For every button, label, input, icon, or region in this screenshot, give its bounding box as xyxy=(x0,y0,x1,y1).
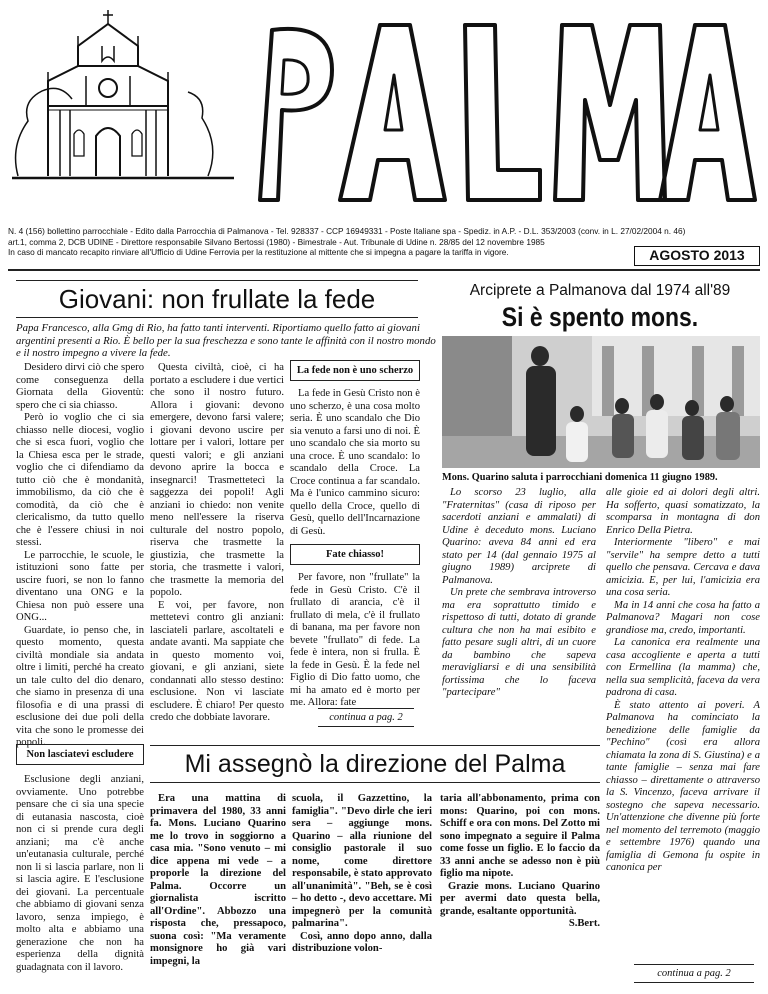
masthead-info-line1: N. 4 (156) bollettino parrocchiale - Edito dalla Parrocchia di Palmanova - Tel. 928337 - CCP 16949331 - Poste Italiane spa - Spediz. in A.P. - D.L. 353/2003 (conv. in L. 27/02/2004 n. 46) xyxy=(8,226,686,236)
church-illustration xyxy=(8,6,238,184)
subhead-fate-chiasso: Fate chiasso! xyxy=(290,544,420,565)
paragraph: E voi, per favore, non mettetevi contro gli anziani: lasciateli parlare, ascoltateli e andate avanti. Ma sappiate che in questo momento voi, giovani, e gli anziani, siete condannati allo stesso destino: esclusione. Non vi lasciate escludere. È chiaro! Per questo credo che dobbiate lavorare. xyxy=(150,599,284,723)
paragraph: Un prete che sembrava introverso ma era soprattutto timido e rispettoso di tutti, dotato di grande cultura che non ha mai esibito e fatto pesare sugli altri, di un cuore da bambino che sapeva meravigliarsi e di una sensibilità fortissima che lo faceva "partecipare" xyxy=(442,587,596,698)
paragraph: Questa civiltà, cioè, ci ha portato a escludere i due vertici che sono il nostro futuro. Allora i giovani: devono emergere, devono farsi valere; i giovani devono uscire per lottare per i valori, lottare per questi valori; e gli anziani devono aprire la bocca e insegnarci! Trasmettetecì la saggezza dei popoli! Agli anziani io chiedo: non venite meno nell'essere la riserva culturale del nostro popolo, riserva che trasmette la giustizia, che trasmette la storia, che trasmette i valori, che trasmette la memoria del popolo. xyxy=(150,362,284,598)
article1-column-3b xyxy=(290,572,420,710)
article1-column-2 xyxy=(150,362,284,725)
paragraph: La canonica era realmente una casa accogliente e aperta a tutti con Ermellina (la mamma) che, nella sua semplicità, faceva da vera padrona di casa. xyxy=(606,637,760,698)
article3-column-2 xyxy=(292,793,432,956)
masthead-title-text: PALMA xyxy=(240,10,244,11)
signature: S.Bert. xyxy=(568,918,600,929)
article1-deck: Papa Francesco, alla Gmg di Rio, ha fatto tanti interventi. Riportiamo quello fatto ai giovani argentini presenti a Rio. È bello per la sua freschezza e sono tante le affinità con il nostro mondo e il nostro impegno a vivere la fede. xyxy=(16,322,436,359)
article1-headline: Giovani: non frullate la fede xyxy=(58,284,376,314)
subhead-fede-scherzo: La fede non è uno scherzo xyxy=(290,360,420,381)
paragraph: Ma in 14 anni che cosa ha fatto a Palmanova? Magari non cose grandiose ma, credo, importanti. xyxy=(606,599,760,636)
article1-column-3 xyxy=(290,388,420,538)
paragraph: È stato attento ai poveri. A Palmanova ha cominciato la benedizione delle famiglie da "Pechino" (così era allora chiamata la zona di S. Giustina) e a tante famiglie – senza mai fare chiasso – direttamente o attraverso la S. Vincenzo, faceva arrivare il sostegno che sapeva necessario. Un'attenzione che divenne più forte nel momento del terremoto (maggio e settembre 1976) quando una famiglia di Gemona fu ospite in canonica per xyxy=(606,699,760,873)
article2-continua: continua a pag. 2 xyxy=(634,964,754,983)
quarino-photo xyxy=(442,336,760,468)
masthead-title xyxy=(240,10,760,210)
article2-kicker: Arciprete a Palmanova dal 1974 all'89 xyxy=(469,282,731,299)
masthead-info-line2: art.1, comma 2, DCB UDINE - Direttore responsabile Silvano Bertossi (1980) - Bimestrale - Aut. Tribunale di Udine n. 28/85 del 12 novembre 1985 xyxy=(8,236,545,247)
paragraph: Esclusione degli anziani, ovviamente. Uno potrebbe pensare che ci sia una specie di eutanasia nascosta, cioè non ci si prende cura degli anziani; ma c'è anche un'eutanasia culturale, perché non li si lascia parlare, non li si lascia agire. E l'esclusione dei giovani. La percentuale che abbiamo di giovani senza lavoro, senza impiego, è molto alta e abbiamo una generazione che non ha esperienza della dignità guadagnata con il lavoro. xyxy=(16,774,144,973)
article1-column-1b xyxy=(16,774,144,974)
paragraph: La fede in Gesù Cristo non è uno scherzo, è una cosa molto seria. È uno scandalo che Dio sia venuto a farsi uno di noi. È uno scandalo che sia morto su una croce. È uno scandalo: lo scandalo della Croce. La Croce continua a far scandalo. Ma è l'unico cammino sicuro: quello della Croce, quello di Gesù, quello dell'Incarnazione di Gesù. xyxy=(290,388,420,537)
paragraph: Però io voglio che ci sia chiasso nelle diocesi, voglio che si esca fuori, voglio che la Chiesa esca per le strade, voglio che ci difendiamo da tutto ciò che è mondanità, immobilismo, da ciò che è comodità, da ciò che è clericalismo, da tutto quello che è l'essere chiusi in noi stessi. xyxy=(16,412,144,548)
paragraph: taria all'abbonamento, prima con mons: Quarino, poi con mons. Schiff e ora con mons. Del Zotto mi sono impegnato a seguire il Palma come fosse un figlio. E lo faccio da 33 anni anche se adesso non è più figlio ma nipote. xyxy=(440,793,600,879)
article3-headline: Mi assegnò la direzione del Palma xyxy=(184,750,566,778)
article3-column-3 xyxy=(440,793,600,931)
paragraph: Interiormente "libero" e mai "servile" ha sempre detto a tutti quello che pensava. Cercava e dava amicizia. E, per lui, l'amicizia era una cosa seria. xyxy=(606,537,760,598)
article1-continua: continua a pag. 2 xyxy=(318,708,414,727)
paragraph: alle gioie ed ai dolori degli altri. Ha sofferto, quasi somatizzato, la scomparsa in montagna di don Enrico Della Pietra. xyxy=(606,487,760,536)
subhead-non-lasciatevi: Non lasciatevi escludere xyxy=(16,744,144,765)
paragraph: Guardate, io penso che, in questo momento, questa civiltà mondiale sia andata oltre i limiti, perché ha creato un tale culto del dio denaro, che siamo in presenza di una filosofia e di una prassi di esclusione dei due poli della vita che sono le promesse dei popoli. xyxy=(16,624,144,748)
paragraph: Grazie mons. Luciano Quarino per avermi dato questa bella, grande, esaltante opportunità. xyxy=(440,880,600,917)
article2-column-1 xyxy=(442,487,596,700)
article2-headline: Si è spento mons. xyxy=(501,302,699,332)
article2-column-2 xyxy=(606,487,760,875)
paragraph: Così, anno dopo anno, dalla distribuzione volon- xyxy=(292,930,432,954)
paragraph: Le parrocchie, le scuole, le istituzioni sono fatte per uscire fuori, se non lo fanno diventano una ONG e la Chiesa non può essere una ONG... xyxy=(16,549,144,623)
article3-column-1 xyxy=(150,793,286,968)
paragraph: Era una mattina di primavera del 1980, 33 anni fa. Mons. Luciano Quarino me lo trovo in soggiorno a casa mia. "Sono venuto – mi dice appena mi vede – a proporle la direzione del Palma. Occorre un giornalista iscritto all'Ordine". Abbozzo una risposta che, pressapoco, suona così: "Ma veramente monsignore ho già vari impegni, la xyxy=(150,793,286,967)
paragraph: scuola, il Gazzettino, la famiglia". "Devo dirle che ieri sera – aggiunge mons. Quarino – alla riunione del consiglio pastorale il suo nome, come direttore responsabile, è stato approvato all'unanimità". "Beh, se è così – ho detto -, devo accettare. Mi impegnerò per la comunità palmarina". xyxy=(292,793,432,929)
paragraph: Desidero dirvi ciò che spero come conseguenza della Giornata della Gioventù: spero che ci sia chiasso. xyxy=(16,362,144,411)
masthead-info-line3: In caso di mancato recapito rinviare all'Ufficio di Udine Ferrovia per la restituzione al mittente che si impegna a pagare la tariffa in vigore. xyxy=(8,247,509,257)
issue-date: AGOSTO 2013 xyxy=(634,246,760,266)
article1-column-1 xyxy=(16,362,144,750)
paragraph: Lo scorso 23 luglio, alla "Fraternitas" (casa di riposo per sacerdoti anziani e ammalati) di Udine è deceduto mons. Luciano Quarino: aveva 84 anni ed era stato per 14 (dal gennaio 1975 al giugno 1989) arciprete di Palmanova. xyxy=(442,487,596,586)
photo-caption: Mons. Quarino saluta i parrocchiani domenica 11 giugno 1989. xyxy=(442,472,718,483)
paragraph: Per favore, non "frullate" la fede in Gesù Cristo. C'è il frullato di arancia, c'è il frullato di mela, c'è il frullato di banana, ma per favore non bevete "frullato" di fede. La fede è intera, non si frulla. È la fede in Gesù. È la fede nel Figlio di Dio fatto uomo, che mi ha amato ed è morto per me. Allora: fate xyxy=(290,572,420,708)
